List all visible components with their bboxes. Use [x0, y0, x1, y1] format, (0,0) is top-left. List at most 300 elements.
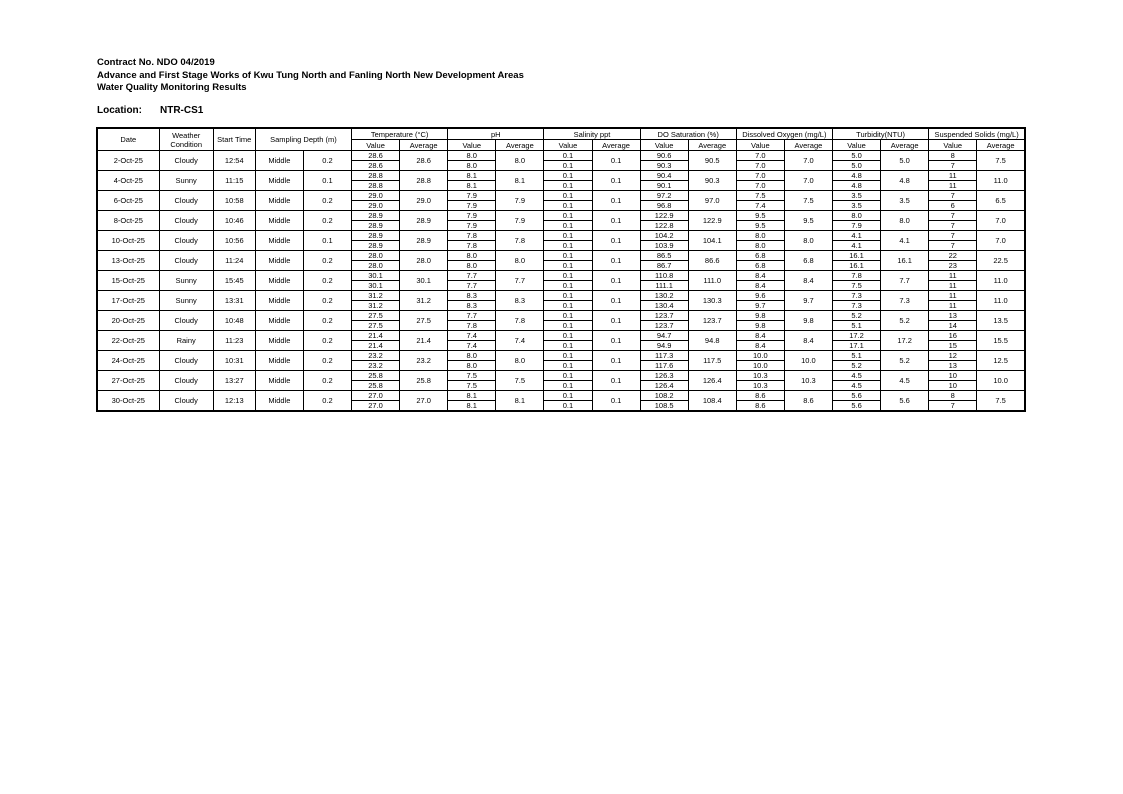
cell-date: 4-Oct-25 — [97, 171, 159, 191]
table-row — [97, 311, 1025, 331]
cell-do-saturation-value: 90.6 — [641, 151, 688, 161]
cell-suspended-solids-values — [929, 211, 977, 231]
cell-dissolved-oxygen-value: 9.6 — [737, 291, 784, 301]
cell-ph-value: 8.0 — [466, 361, 477, 370]
contract-number: Contract No. NDO 04/2019 — [97, 57, 215, 68]
cell-turbidity-values — [832, 191, 880, 211]
cell-suspended-solids-average: 13.5 — [977, 311, 1025, 331]
cell-temperature-value: 25.8 — [352, 371, 399, 381]
cell-do-saturation-average: 122.9 — [688, 211, 736, 231]
cell-weather: Cloudy — [159, 351, 213, 371]
cell-do-saturation-value: 123.7 — [654, 321, 674, 330]
cell-turbidity-value: 5.6 — [851, 401, 862, 410]
cell-salinity-values — [544, 231, 592, 251]
cell-suspended-solids-value: 7 — [929, 211, 976, 221]
cell-salinity-value: 0.1 — [562, 241, 574, 250]
cell-ph-average: 7.8 — [496, 311, 544, 331]
cell-sampling-depth: 0.2 — [303, 211, 351, 231]
cell-salinity-value: 0.1 — [562, 161, 574, 170]
cell-do-saturation-values — [640, 231, 688, 251]
cell-salinity-value: 0.1 — [544, 291, 591, 301]
cell-turbidity-values — [832, 151, 880, 171]
cell-suspended-solids-average: 11.0 — [977, 271, 1025, 291]
cell-ph-value: 7.8 — [466, 241, 477, 250]
cell-salinity-values — [544, 291, 592, 311]
location-line — [97, 105, 203, 116]
cell-ph-values — [448, 391, 496, 412]
cell-temperature-average: 31.2 — [400, 291, 448, 311]
cell-temperature-value: 28.6 — [368, 161, 383, 170]
cell-suspended-solids-value: 11 — [929, 271, 976, 281]
cell-weather: Cloudy — [159, 231, 213, 251]
cell-temperature-average: 23.2 — [400, 351, 448, 371]
cell-start-time: 13:27 — [213, 371, 255, 391]
cell-temperature-average: 28.9 — [400, 211, 448, 231]
cell-do-saturation-values — [640, 371, 688, 391]
cell-turbidity-value: 5.2 — [851, 361, 862, 370]
cell-temperature-average: 27.0 — [400, 391, 448, 412]
cell-temperature-average: 21.4 — [400, 331, 448, 351]
cell-dissolved-oxygen-average: 9.7 — [784, 291, 832, 311]
cell-dissolved-oxygen-values — [736, 331, 784, 351]
cell-salinity-value: 0.1 — [544, 211, 591, 221]
cell-dissolved-oxygen-value: 7.0 — [737, 171, 784, 181]
cell-temperature-value: 31.2 — [368, 301, 383, 310]
cell-ph-average: 8.0 — [496, 151, 544, 171]
cell-dissolved-oxygen-value: 9.7 — [755, 301, 766, 310]
cell-temperature-values — [352, 211, 400, 231]
cell-do-saturation-values — [640, 351, 688, 371]
subcol-value: Value — [736, 140, 784, 151]
cell-suspended-solids-average: 7.5 — [977, 151, 1025, 171]
cell-ph-values — [448, 351, 496, 371]
cell-ph-average: 7.8 — [496, 231, 544, 251]
cell-suspended-solids-value: 22 — [929, 251, 976, 261]
cell-dissolved-oxygen-value: 9.5 — [755, 221, 766, 230]
cell-dissolved-oxygen-values — [736, 291, 784, 311]
cell-do-saturation-value: 94.7 — [641, 331, 688, 341]
cell-temperature-average: 28.8 — [400, 171, 448, 191]
cell-salinity-average: 0.1 — [592, 151, 640, 171]
cell-suspended-solids-value: 11 — [948, 301, 957, 310]
cell-dissolved-oxygen-value: 8.4 — [755, 281, 766, 290]
cell-suspended-solids-value: 7 — [950, 401, 955, 410]
cell-turbidity-values — [832, 171, 880, 191]
cell-ph-average: 7.9 — [496, 191, 544, 211]
table-header — [97, 128, 1025, 151]
cell-salinity-values — [544, 271, 592, 291]
subcol-value: Value — [929, 140, 977, 151]
cell-temperature-average: 28.9 — [400, 231, 448, 251]
cell-suspended-solids-value: 7 — [950, 161, 955, 170]
cell-turbidity-average: 17.2 — [881, 331, 929, 351]
col-do-saturation: DO Saturation (%) — [640, 128, 736, 140]
cell-sampling-depth: 0.1 — [303, 231, 351, 251]
cell-dissolved-oxygen-average: 9.5 — [784, 211, 832, 231]
cell-ph-value: 7.5 — [466, 381, 477, 390]
cell-suspended-solids-values — [929, 151, 977, 171]
cell-dissolved-oxygen-value: 6.8 — [737, 251, 784, 261]
cell-turbidity-value: 4.5 — [833, 371, 880, 381]
cell-suspended-solids-values — [929, 391, 977, 412]
cell-suspended-solids-average: 11.0 — [977, 291, 1025, 311]
cell-do-saturation-value: 90.4 — [641, 171, 688, 181]
cell-salinity-average: 0.1 — [592, 251, 640, 271]
cell-temperature-values — [352, 351, 400, 371]
cell-dissolved-oxygen-values — [736, 191, 784, 211]
cell-suspended-solids-average: 7.0 — [977, 211, 1025, 231]
cell-salinity-value: 0.1 — [562, 181, 574, 190]
cell-dissolved-oxygen-value: 10.3 — [753, 381, 768, 390]
cell-salinity-value: 0.1 — [544, 351, 591, 361]
col-weather: Weather Condition — [159, 128, 213, 151]
table-row — [97, 271, 1025, 291]
cell-start-time: 11:15 — [213, 171, 255, 191]
subcol-average: Average — [496, 140, 544, 151]
col-start-time: Start Time — [213, 128, 255, 151]
cell-suspended-solids-value: 10 — [929, 371, 976, 381]
cell-dissolved-oxygen-values — [736, 151, 784, 171]
cell-turbidity-values — [832, 231, 880, 251]
cell-temperature-value: 28.9 — [352, 231, 399, 241]
cell-turbidity-values — [832, 351, 880, 371]
cell-dissolved-oxygen-value: 10.0 — [753, 361, 768, 370]
cell-temperature-values — [352, 371, 400, 391]
cell-salinity-value: 0.1 — [544, 311, 591, 321]
cell-do-saturation-value: 123.7 — [641, 311, 688, 321]
cell-salinity-values — [544, 331, 592, 351]
cell-suspended-solids-value: 8 — [929, 151, 976, 161]
cell-dissolved-oxygen-value: 8.4 — [737, 271, 784, 281]
cell-turbidity-average: 5.2 — [881, 351, 929, 371]
cell-salinity-value: 0.1 — [562, 201, 574, 210]
cell-do-saturation-value: 104.2 — [641, 231, 688, 241]
cell-salinity-average: 0.1 — [592, 331, 640, 351]
col-dissolved-oxygen: Dissolved Oxygen (mg/L) — [736, 128, 832, 140]
cell-sampling-level: Middle — [255, 371, 303, 391]
cell-temperature-value: 28.8 — [352, 171, 399, 181]
table-row — [97, 371, 1025, 391]
cell-dissolved-oxygen-value: 8.6 — [737, 391, 784, 401]
cell-sampling-depth: 0.2 — [303, 291, 351, 311]
table-row — [97, 291, 1025, 311]
cell-suspended-solids-value: 11 — [948, 281, 957, 290]
cell-temperature-value: 29.0 — [352, 191, 399, 201]
cell-suspended-solids-value: 7 — [929, 231, 976, 241]
cell-ph-values — [448, 331, 496, 351]
cell-do-saturation-value: 126.3 — [641, 371, 688, 381]
cell-ph-average: 7.5 — [496, 371, 544, 391]
cell-ph-value: 7.7 — [466, 281, 477, 290]
cell-suspended-solids-average: 10.0 — [977, 371, 1025, 391]
cell-suspended-solids-value: 8 — [929, 391, 976, 401]
table-row — [97, 391, 1025, 412]
cell-temperature-value: 27.5 — [352, 311, 399, 321]
document-header — [97, 57, 524, 95]
report-title: Water Quality Monitoring Results — [97, 82, 247, 93]
cell-temperature-value: 30.1 — [368, 281, 383, 290]
cell-ph-value: 7.8 — [466, 321, 477, 330]
cell-dissolved-oxygen-value: 8.4 — [737, 331, 784, 341]
cell-temperature-average: 25.8 — [400, 371, 448, 391]
table-row — [97, 231, 1025, 251]
cell-dissolved-oxygen-values — [736, 211, 784, 231]
subcol-value: Value — [448, 140, 496, 151]
cell-weather: Cloudy — [159, 391, 213, 412]
cell-do-saturation-average: 90.5 — [688, 151, 736, 171]
subcol-average: Average — [688, 140, 736, 151]
cell-salinity-values — [544, 211, 592, 231]
cell-suspended-solids-values — [929, 191, 977, 211]
cell-salinity-values — [544, 351, 592, 371]
cell-dissolved-oxygen-value: 7.0 — [755, 181, 766, 190]
cell-do-saturation-value: 86.5 — [641, 251, 688, 261]
subcol-average: Average — [977, 140, 1025, 151]
cell-dissolved-oxygen-average: 8.6 — [784, 391, 832, 412]
table-row — [97, 151, 1025, 171]
cell-sampling-depth: 0.1 — [303, 171, 351, 191]
cell-do-saturation-values — [640, 271, 688, 291]
cell-weather: Rainy — [159, 331, 213, 351]
cell-temperature-values — [352, 231, 400, 251]
cell-ph-value: 7.4 — [466, 341, 477, 350]
cell-do-saturation-value: 126.4 — [654, 381, 674, 390]
cell-start-time: 10:48 — [213, 311, 255, 331]
project-title: Advance and First Stage Works of Kwu Tung North and Fanling North New Development Areas — [97, 69, 524, 81]
table-row — [97, 191, 1025, 211]
cell-salinity-values — [544, 171, 592, 191]
col-date: Date — [97, 128, 159, 151]
cell-salinity-average: 0.1 — [592, 211, 640, 231]
cell-ph-value: 8.0 — [448, 151, 495, 161]
table-row — [97, 351, 1025, 371]
cell-ph-average: 8.1 — [496, 171, 544, 191]
subcol-average: Average — [592, 140, 640, 151]
cell-temperature-value: 28.6 — [352, 151, 399, 161]
cell-ph-value: 7.9 — [466, 201, 477, 210]
cell-turbidity-value: 16.1 — [833, 251, 880, 261]
cell-turbidity-value: 5.2 — [833, 311, 880, 321]
cell-dissolved-oxygen-average: 10.0 — [784, 351, 832, 371]
cell-dissolved-oxygen-value: 9.8 — [755, 321, 766, 330]
cell-turbidity-value: 7.3 — [851, 301, 862, 310]
cell-suspended-solids-value: 12 — [929, 351, 976, 361]
cell-do-saturation-value: 90.3 — [656, 161, 672, 170]
cell-temperature-value: 28.0 — [352, 251, 399, 261]
cell-date: 8-Oct-25 — [97, 211, 159, 231]
cell-do-saturation-values — [640, 331, 688, 351]
cell-sampling-depth: 0.2 — [303, 331, 351, 351]
cell-ph-value: 7.9 — [448, 211, 495, 221]
cell-salinity-value: 0.1 — [544, 391, 591, 401]
cell-turbidity-average: 3.5 — [881, 191, 929, 211]
cell-weather: Cloudy — [159, 211, 213, 231]
cell-salinity-value: 0.1 — [544, 251, 591, 261]
cell-sampling-level: Middle — [255, 251, 303, 271]
cell-sampling-level: Middle — [255, 211, 303, 231]
cell-weather: Sunny — [159, 171, 213, 191]
cell-date: 15-Oct-25 — [97, 271, 159, 291]
cell-suspended-solids-values — [929, 331, 977, 351]
cell-turbidity-value: 7.9 — [851, 221, 862, 230]
cell-turbidity-average: 7.3 — [881, 291, 929, 311]
cell-turbidity-average: 5.0 — [881, 151, 929, 171]
cell-sampling-level: Middle — [255, 171, 303, 191]
cell-ph-value: 8.0 — [448, 351, 495, 361]
cell-do-saturation-values — [640, 151, 688, 171]
cell-do-saturation-values — [640, 251, 688, 271]
cell-suspended-solids-value: 14 — [948, 321, 957, 330]
cell-weather: Sunny — [159, 271, 213, 291]
cell-do-saturation-values — [640, 311, 688, 331]
cell-turbidity-value: 4.1 — [833, 231, 880, 241]
cell-turbidity-average: 4.8 — [881, 171, 929, 191]
cell-do-saturation-value: 117.6 — [655, 361, 674, 370]
cell-suspended-solids-average: 12.5 — [977, 351, 1025, 371]
cell-do-saturation-average: 117.5 — [688, 351, 736, 371]
cell-salinity-average: 0.1 — [592, 291, 640, 311]
cell-temperature-value: 27.0 — [368, 401, 383, 410]
cell-suspended-solids-value: 15 — [948, 341, 957, 350]
cell-weather: Cloudy — [159, 151, 213, 171]
cell-ph-values — [448, 211, 496, 231]
subcol-average: Average — [881, 140, 929, 151]
cell-ph-value: 7.9 — [448, 191, 495, 201]
cell-ph-values — [448, 191, 496, 211]
subcol-average: Average — [400, 140, 448, 151]
cell-suspended-solids-average: 15.5 — [977, 331, 1025, 351]
cell-sampling-depth: 0.2 — [303, 351, 351, 371]
cell-start-time: 12:54 — [213, 151, 255, 171]
cell-turbidity-values — [832, 371, 880, 391]
cell-dissolved-oxygen-values — [736, 371, 784, 391]
table-row — [97, 211, 1025, 231]
cell-ph-average: 7.4 — [496, 331, 544, 351]
cell-turbidity-values — [832, 311, 880, 331]
cell-suspended-solids-value: 7 — [950, 221, 955, 230]
cell-sampling-depth: 0.2 — [303, 271, 351, 291]
cell-salinity-value: 0.1 — [562, 341, 574, 350]
cell-salinity-average: 0.1 — [592, 391, 640, 412]
cell-ph-average: 8.0 — [496, 251, 544, 271]
cell-weather: Cloudy — [159, 251, 213, 271]
cell-salinity-average: 0.1 — [592, 311, 640, 331]
cell-suspended-solids-average: 7.0 — [977, 231, 1025, 251]
cell-temperature-values — [352, 311, 400, 331]
cell-dissolved-oxygen-average: 9.8 — [784, 311, 832, 331]
cell-sampling-level: Middle — [255, 311, 303, 331]
cell-dissolved-oxygen-average: 8.4 — [784, 271, 832, 291]
cell-dissolved-oxygen-value: 8.6 — [755, 401, 766, 410]
cell-dissolved-oxygen-values — [736, 311, 784, 331]
cell-salinity-values — [544, 251, 592, 271]
cell-date: 6-Oct-25 — [97, 191, 159, 211]
cell-suspended-solids-values — [929, 251, 977, 271]
cell-turbidity-average: 5.6 — [881, 391, 929, 412]
cell-do-saturation-values — [640, 171, 688, 191]
cell-salinity-value: 0.1 — [544, 331, 591, 341]
cell-do-saturation-value: 122.9 — [641, 211, 688, 221]
cell-salinity-values — [544, 371, 592, 391]
cell-salinity-value: 0.1 — [562, 401, 574, 410]
cell-weather: Cloudy — [159, 371, 213, 391]
cell-do-saturation-average: 104.1 — [688, 231, 736, 251]
cell-date: 22-Oct-25 — [97, 331, 159, 351]
cell-salinity-value: 0.1 — [544, 191, 591, 201]
cell-salinity-values — [544, 191, 592, 211]
cell-temperature-value: 28.8 — [368, 181, 383, 190]
cell-sampling-depth: 0.2 — [303, 391, 351, 412]
table-row — [97, 331, 1025, 351]
location-value: NTR-CS1 — [160, 105, 204, 116]
col-suspended-solids: Suspended Solids (mg/L) — [929, 128, 1025, 140]
cell-do-saturation-value: 86.7 — [656, 261, 672, 270]
cell-turbidity-values — [832, 291, 880, 311]
cell-suspended-solids-values — [929, 171, 977, 191]
cell-turbidity-values — [832, 331, 880, 351]
cell-temperature-value: 28.9 — [368, 241, 383, 250]
cell-salinity-value: 0.1 — [562, 221, 574, 230]
cell-suspended-solids-value: 13 — [929, 311, 976, 321]
cell-suspended-solids-value: 11 — [929, 171, 976, 181]
cell-dissolved-oxygen-value: 7.4 — [755, 201, 766, 210]
cell-ph-value: 7.7 — [448, 271, 495, 281]
cell-dissolved-oxygen-value: 7.0 — [755, 161, 766, 170]
cell-do-saturation-value: 111.1 — [655, 281, 673, 290]
cell-sampling-level: Middle — [255, 231, 303, 251]
cell-ph-values — [448, 371, 496, 391]
cell-date: 13-Oct-25 — [97, 251, 159, 271]
cell-salinity-average: 0.1 — [592, 171, 640, 191]
cell-ph-values — [448, 151, 496, 171]
cell-do-saturation-value: 122.8 — [654, 221, 674, 230]
col-temperature: Temperature (°C) — [352, 128, 448, 140]
cell-sampling-depth: 0.2 — [303, 151, 351, 171]
cell-do-saturation-average: 123.7 — [688, 311, 736, 331]
cell-sampling-level: Middle — [255, 151, 303, 171]
cell-dissolved-oxygen-average: 7.0 — [784, 151, 832, 171]
cell-dissolved-oxygen-values — [736, 251, 784, 271]
cell-sampling-depth: 0.2 — [303, 191, 351, 211]
cell-temperature-value: 21.4 — [368, 341, 383, 350]
cell-suspended-solids-value: 16 — [929, 331, 976, 341]
cell-suspended-solids-values — [929, 371, 977, 391]
cell-sampling-level: Middle — [255, 271, 303, 291]
cell-turbidity-values — [832, 391, 880, 412]
cell-do-saturation-value: 103.9 — [654, 241, 674, 250]
subcol-value: Value — [544, 140, 592, 151]
cell-turbidity-value: 17.2 — [833, 331, 880, 341]
cell-salinity-values — [544, 311, 592, 331]
water-quality-table — [96, 127, 1026, 412]
cell-dissolved-oxygen-values — [736, 351, 784, 371]
cell-dissolved-oxygen-value: 10.0 — [737, 351, 784, 361]
cell-turbidity-average: 8.0 — [881, 211, 929, 231]
cell-date: 10-Oct-25 — [97, 231, 159, 251]
cell-dissolved-oxygen-value: 10.3 — [737, 371, 784, 381]
cell-temperature-average: 28.0 — [400, 251, 448, 271]
cell-turbidity-value: 8.0 — [833, 211, 880, 221]
cell-temperature-value: 29.0 — [368, 201, 383, 210]
cell-dissolved-oxygen-value: 9.5 — [737, 211, 784, 221]
cell-salinity-value: 0.1 — [562, 261, 574, 270]
cell-suspended-solids-value: 10 — [948, 381, 957, 390]
cell-salinity-average: 0.1 — [592, 351, 640, 371]
cell-dissolved-oxygen-value: 7.0 — [737, 151, 784, 161]
cell-salinity-values — [544, 391, 592, 412]
cell-sampling-level: Middle — [255, 391, 303, 412]
cell-do-saturation-average: 97.0 — [688, 191, 736, 211]
